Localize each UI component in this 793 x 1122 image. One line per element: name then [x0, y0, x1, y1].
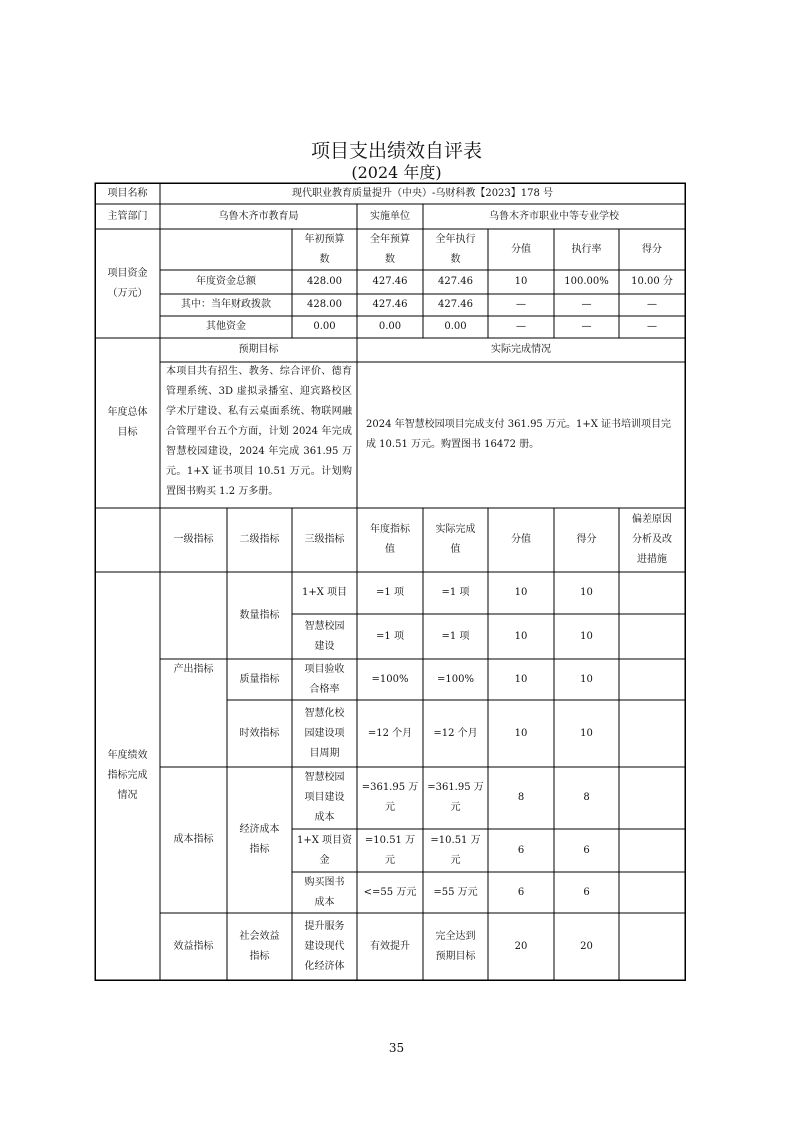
level3-cell: 项目验收 合格率: [304, 663, 345, 695]
funds-cell: 428.00: [307, 299, 342, 310]
score-cell: 10: [514, 587, 528, 598]
actual-cell: =12 个月: [433, 727, 478, 739]
impl-label: 实施单位: [370, 210, 410, 222]
funds-cell: —: [516, 299, 526, 310]
actual-cell: =361.95 万 元: [427, 782, 484, 813]
actual-cell: =1 项: [441, 587, 470, 598]
dept-label: 主管部门: [107, 210, 148, 222]
got-cell: 8: [583, 792, 590, 803]
funds-cell: 427.46: [438, 276, 473, 287]
goals-label: 年度总体 目标: [107, 407, 148, 438]
target-cell: <=55 万元: [363, 886, 417, 898]
target-cell: =1 项: [376, 587, 404, 598]
level2-quantity: 数量指标: [239, 609, 280, 621]
target-cell: =100%: [371, 673, 409, 685]
indicator-header: 得分: [576, 534, 597, 545]
funds-cell: 10.00 分: [631, 276, 673, 287]
funds-cell: —: [516, 321, 526, 332]
dept-value: 乌鲁木齐市教育局: [218, 210, 299, 222]
level3-cell: 智慧化校 园建设项 目周期: [304, 707, 345, 759]
level3-cell: 1+X 项目资 金: [296, 834, 353, 866]
funds-cell: 428.00: [307, 276, 342, 287]
score-cell: 6: [517, 844, 525, 856]
target-cell: =10.51 万 元: [364, 834, 416, 866]
score-cell: 10: [514, 630, 528, 642]
got-cell: 6: [583, 886, 590, 898]
indicator-header: 一级指标: [173, 534, 214, 545]
funds-cell: 10: [514, 276, 528, 287]
level2-social-benefit: 社会效益 指标: [239, 930, 280, 962]
got-cell: 20: [580, 940, 593, 952]
funds-cell: 427.46: [438, 299, 473, 310]
actual-status-header: 实际完成情况: [491, 344, 551, 355]
target-cell: =1 项: [376, 630, 404, 642]
score-cell: 10: [514, 727, 528, 739]
expected-goal-header: 预期目标: [238, 344, 279, 355]
funds-col-header: 年初预算 数: [304, 233, 345, 265]
got-cell: 10: [580, 630, 593, 642]
actual-cell: =1 项: [441, 630, 470, 642]
impl-value: 乌鲁木齐市职业中等专业学校: [489, 210, 619, 222]
got-cell: 10: [580, 673, 593, 685]
level2-economic-cost: 经济成本 指标: [239, 824, 280, 855]
level3-cell: 1+X 项目: [301, 587, 348, 598]
funds-cell: 100.00%: [564, 276, 609, 287]
level3-cell: 智慧校园 建设: [304, 620, 345, 652]
funds-cell: 427.46: [372, 299, 408, 310]
funds-cell: 427.46: [372, 276, 408, 287]
project-name-label: 项目名称: [107, 187, 148, 199]
funds-cell: —: [647, 321, 657, 332]
target-cell: 有效提升: [370, 940, 410, 952]
level3-cell: 智慧校园 项目建设 成本: [304, 772, 345, 823]
funds-cell: 0.00: [444, 321, 467, 332]
indicator-header: 三级指标: [304, 534, 345, 545]
actual-status-text: 2024 年智慧校园项目完成支付 361.95 万元。1+X 证书培训项目完成 10.51 万元。购置图书 16472 册。: [366, 419, 672, 450]
level2-timeliness: 时效指标: [239, 727, 280, 739]
expected-goal-text: 本项目共有招生、教务、综合评价、德育管理系统、3D 虚拟录播室、迎宾路校区学术厅建设、私有云桌面系统、物联网融合管理平台五个方面，计划 2024 年完成智慧校园建设，2024 年完成 361.95 万元。1+X 证书项目 10.51 万元。计划购置图书购买 1.2 万多册。: [166, 366, 352, 497]
funds-row-name: 其他资金: [206, 321, 246, 332]
indicator-header: 分值: [511, 534, 531, 545]
funds-col-header: 得分: [642, 243, 662, 255]
level3-cell: 购买图书 成本: [304, 876, 345, 908]
funds-label: 项目资金 （万元）: [107, 267, 148, 299]
indicator-header: 偏差原因 分析及改 进措施: [632, 514, 672, 565]
funds-row-name: 年度资金总额: [196, 276, 256, 287]
page-number: 35: [388, 1041, 405, 1055]
score-cell: 8: [517, 792, 525, 803]
target-cell: =361.95 万 元: [361, 782, 419, 813]
score-cell: 10: [514, 673, 528, 685]
score-cell: 20: [514, 940, 528, 952]
level1-cost: 成本指标: [173, 834, 214, 845]
score-cell: 6: [517, 886, 525, 898]
indicators-label: 年度绩效 指标完成 情况: [107, 750, 148, 801]
target-cell: =12 个月: [367, 727, 413, 739]
level2-quality: 质量指标: [239, 673, 280, 685]
level1-benefit: 效益指标: [173, 940, 214, 952]
actual-cell: 完全达到 预期目标: [435, 930, 476, 962]
level3-cell: 提升服务 建设现代 化经济体: [304, 920, 345, 972]
indicator-header: 年度指标 值: [370, 524, 410, 555]
funds-cell: —: [647, 299, 657, 310]
got-cell: 6: [583, 844, 590, 856]
level1-output: 产出指标: [173, 663, 214, 675]
funds-row-name: 其中：当年财政拨款: [181, 299, 271, 310]
funds-col-header: 执行率: [571, 243, 602, 255]
actual-cell: =10.51 万 元: [430, 834, 481, 866]
indicator-header: 二级指标: [239, 534, 280, 545]
page-subtitle: (2024 年度): [351, 163, 442, 182]
got-cell: 10: [580, 727, 593, 739]
funds-col-header: 全年预算 数: [370, 233, 410, 265]
funds-cell: —: [581, 299, 592, 310]
funds-cell: 0.00: [313, 321, 336, 332]
indicator-header: 实际完成 值: [435, 524, 476, 555]
funds-cell: —: [581, 321, 592, 332]
funds-col-header: 分值: [511, 243, 531, 255]
got-cell: 10: [580, 587, 593, 598]
funds-cell: 0.00: [378, 321, 402, 332]
page-title: 项目支出绩效自评表: [310, 140, 482, 162]
actual-cell: =100%: [437, 673, 474, 685]
actual-cell: =55 万元: [433, 886, 478, 898]
funds-col-header: 全年执行 数: [435, 233, 476, 265]
project-name-value: 现代职业教育质量提升（中央）-乌财科教【2023】178 号: [291, 187, 554, 199]
